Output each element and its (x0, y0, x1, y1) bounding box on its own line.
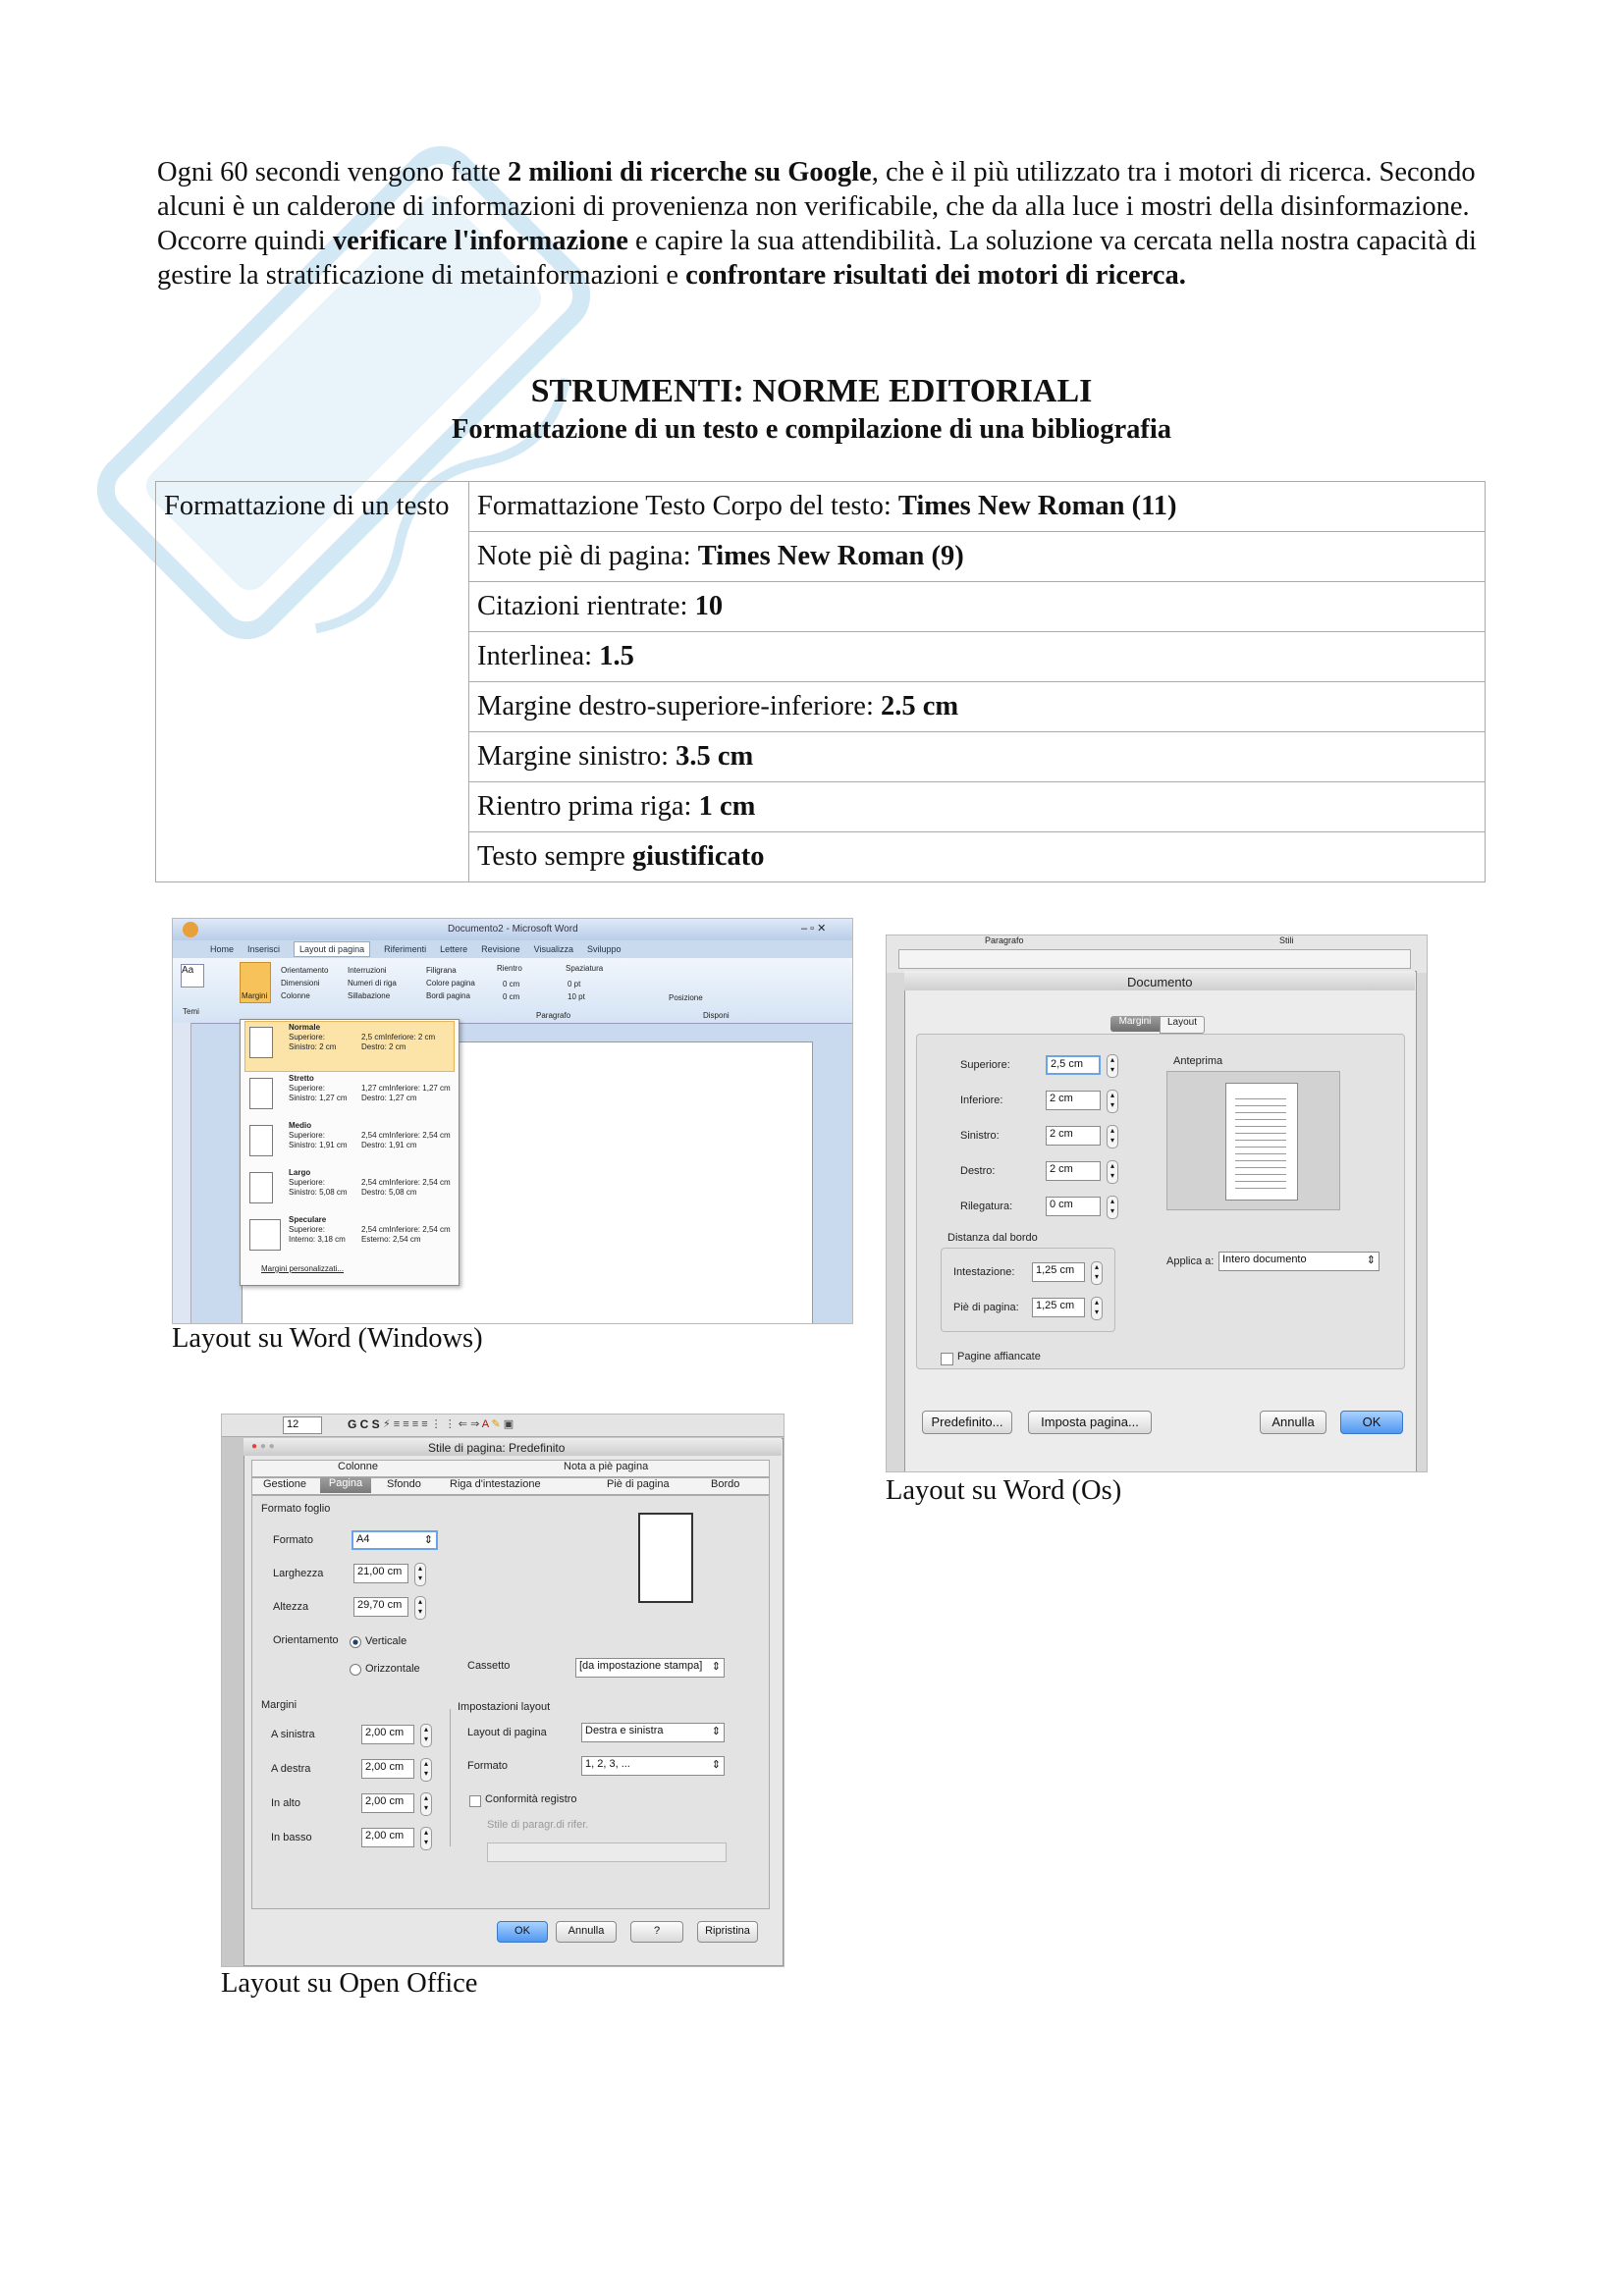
app-title: Documento2 - Microsoft Word (448, 924, 578, 934)
intro-paragraph: Ogni 60 secondi vengono fatte 2 milioni di ricerche su Google, che è il più utilizzato tra i motori di ricerca. Secondo alcuni è un calderone di informazioni di provenienza non verificabile, che da alla luce i mostri della disinformazione. Occorre quindi verificare l'informazione e capire la sua attendibilità. La soluzione va cercata nella nostra capacità di gestire la stratificazione di metainformazioni e confrontare risultati dei motori di ricerca. (157, 157, 1477, 291)
page-layout-select[interactable]: Destra e sinistra ⇕ (581, 1723, 725, 1742)
facing-pages-checkbox[interactable] (941, 1353, 953, 1365)
default-button[interactable]: Predefinito... (922, 1411, 1012, 1434)
footer-distance-field[interactable]: 1,25 cm (1032, 1298, 1085, 1317)
font-size-field[interactable]: 12 (283, 1416, 322, 1434)
page-preview (638, 1513, 693, 1603)
left-margin-field[interactable]: 2 cm (1046, 1126, 1101, 1146)
table-cell: Citazioni rientrate: 10 (469, 582, 1486, 632)
page-subtitle: Formattazione di un testo e compilazione di una bibliografia (451, 414, 1172, 445)
header-distance-field[interactable]: 1,25 cm (1032, 1262, 1085, 1282)
tab-layout[interactable]: Layout (1160, 1016, 1205, 1034)
help-button[interactable]: ? (630, 1921, 683, 1943)
word-mac-screenshot: Paragrafo Stili Documento Margini Layout Superiore: 2,5 cm ▴ ▾ Inferiore: 2 cm ▴ ▾ Sinistro: 2 cm ▴ ▾ Destro: 2 cm ▴ ▾ Rilegatura: 0 cm ▴ ▾ Anteprima Distanza dal bordo Intestazione: 1,25 cm ▴ ▾ Piè di pagina: 1,25 cm ▴ ▾ Applica a: Intero documento ⇕ Pagine affiancate Predefinito... Imposta pagina... Annulla OK (886, 934, 1428, 1472)
height-field[interactable]: 29,70 cm (353, 1597, 408, 1617)
left-margin-field[interactable]: 2,00 cm (361, 1725, 414, 1744)
reset-button[interactable]: Ripristina (697, 1921, 758, 1943)
tab-columns[interactable]: Colonne (338, 1461, 378, 1472)
custom-margins-link[interactable]: Margini personalizzati... (261, 1264, 345, 1273)
tray-select[interactable]: [da impostazione stampa] ⇕ (575, 1658, 725, 1678)
tab-footer[interactable]: Piè di pagina (607, 1478, 670, 1490)
cancel-button[interactable]: Annulla (1260, 1411, 1326, 1434)
ok-button[interactable]: OK (497, 1921, 548, 1943)
table-left-cell: Formattazione di un testo (156, 482, 469, 882)
tab-header[interactable]: Riga d'intestazione (450, 1478, 541, 1490)
table-cell: Margine sinistro: 3.5 cm (469, 732, 1486, 782)
apply-to-select[interactable]: Intero documento ⇕ (1218, 1252, 1380, 1271)
tab-footnote[interactable]: Nota a piè pagina (564, 1461, 649, 1472)
top-margin-field[interactable]: 2,00 cm (361, 1793, 414, 1813)
register-checkbox[interactable] (469, 1795, 481, 1807)
width-field[interactable]: 21,00 cm (353, 1564, 408, 1583)
tab-margins[interactable]: Margini (1110, 1016, 1160, 1032)
tab-page[interactable]: Pagina (320, 1477, 371, 1493)
ok-button[interactable]: OK (1340, 1411, 1403, 1434)
page-title: STRUMENTI: NORME EDITORIALI (530, 373, 1093, 409)
word-windows-screenshot: Documento2 - Microsoft Word – ▫ ✕ Home Inserisci Layout di pagina Riferimenti Lettere Revisione Visualizza Sviluppo Aa Temi Margini Orientamento Dimensioni Colonne Interruzioni Numeri di riga Sillabazione Filigrana Colore pagina Bordi pagina Rientro Spaziatura 0 cm 0 cm 0 pt 10 pt Paragrafo Disponi Posizione Normale Superiore: Sinistro: 2 cm 2,5 cmInferiore: 2 cm Destro: 2 cm Stretto Superiore: Sinistro: 1,27 cm 1,27 cmInferiore: 1,27 cm Destro: 1,27 cm Medio Superiore: Sinistro: 1,91 cm 2,54 cmInferiore: 2,54 cm Destro: 1,91 cm Largo Superiore: Sinistro: 5,08 cm 2,54 cmInferiore: 2,54 cm Destro: 5,08 cm Speculare Superiore: Interno: 3,18 cm 2,54 cmInferiore: 2,54 cm Esterno: 2,54 cm Margini personalizzati... (172, 918, 853, 1324)
table-cell: Rientro prima riga: 1 cm (469, 782, 1486, 832)
tab-background[interactable]: Sfondo (387, 1478, 421, 1490)
bottom-margin-field[interactable]: 2 cm (1046, 1091, 1101, 1110)
dialog-title: Documento (1127, 975, 1193, 989)
caption-mac: Layout su Word (Os) (886, 1475, 1122, 1506)
right-margin-field[interactable]: 2,00 cm (361, 1759, 414, 1779)
bottom-margin-field[interactable]: 2,00 cm (361, 1828, 414, 1847)
ribbon-tabs: Home Inserisci Layout di pagina Riferimenti Lettere Revisione Visualizza Sviluppo (210, 944, 622, 954)
dialog-title: Stile di pagina: Predefinito (428, 1441, 566, 1455)
cancel-button[interactable]: Annulla (556, 1921, 617, 1943)
gutter-field[interactable]: 0 cm (1046, 1197, 1101, 1216)
formatting-rules-table (155, 481, 1486, 882)
format-select[interactable]: A4 ⇕ (352, 1530, 438, 1550)
numbering-select[interactable]: 1, 2, 3, ... ⇕ (581, 1756, 725, 1776)
tab-organizer[interactable]: Gestione (263, 1478, 307, 1490)
top-margin-field[interactable]: 2,5 cm (1046, 1055, 1101, 1075)
table-row (156, 482, 1486, 532)
caption-openoffice: Layout su Open Office (221, 1968, 478, 1999)
table-cell: Margine destro-superiore-inferiore: 2.5 cm (469, 682, 1486, 732)
table-cell: Formattazione Testo Corpo del testo: Times New Roman (11) (469, 482, 1486, 532)
portrait-radio[interactable] (350, 1636, 361, 1648)
openoffice-screenshot: 12 G C S ⚡ ≡ ≡ ≡ ≡ ⋮ ⋮ ⇐ ⇒ A ✎ ▣ ● ● ● Stile di pagina: Predefinito Colonne Nota a piè pagina Gestione Pagina Sfondo Riga d'intestazione Piè di pagina Bordo Formato foglio Formato A4 ⇕ Larghezza 21,00 cm ▴ ▾ Altezza 29,70 cm ▴ ▾ Orientamento Verticale Orizzontale Cassetto [da impostazione stampa] ⇕ Margini A sinistra 2,00 cm ▴ ▾ A destra 2,00 cm ▴ ▾ In alto 2,00 cm ▴ ▾ In basso 2,00 cm ▴ ▾ Impostazioni layout Layout di pagina Destra e sinistra ⇕ Formato 1, 2, 3, ... ⇕ Conformità registro Stile di paragr.di rifer. OK Annulla ? Ripristina (221, 1414, 784, 1967)
tab-borders[interactable]: Bordo (711, 1478, 740, 1490)
right-margin-field[interactable]: 2 cm (1046, 1161, 1101, 1181)
caption-windows: Layout su Word (Windows) (172, 1323, 483, 1354)
table-cell: Note piè di pagina: Times New Roman (9) (469, 532, 1486, 582)
text-style-buttons[interactable]: G C S (348, 1417, 380, 1431)
page-setup-button[interactable]: Imposta pagina... (1028, 1411, 1152, 1434)
table-cell: Testo sempre giustificato (469, 832, 1486, 882)
table-cell: Interlinea: 1.5 (469, 632, 1486, 682)
landscape-radio[interactable] (350, 1664, 361, 1676)
office-button-icon (183, 922, 198, 937)
